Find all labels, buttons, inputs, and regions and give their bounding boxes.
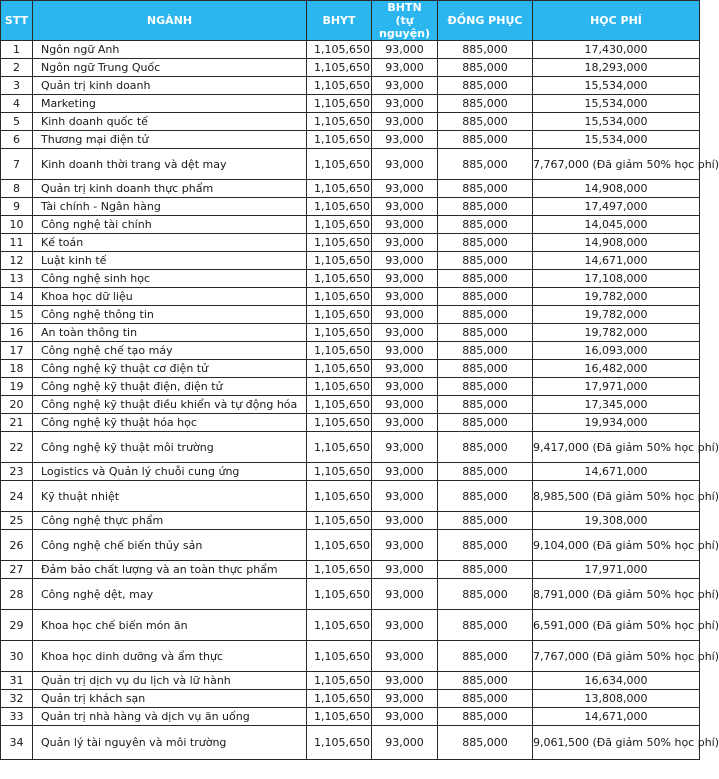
cell-stt: 6 xyxy=(1,131,33,149)
cell-dong-phuc: 885,000 xyxy=(438,690,533,708)
cell-bhyt: 1,105,650 xyxy=(307,481,372,512)
cell-stt: 14 xyxy=(1,288,33,306)
cell-hoc-phi: 17,971,000 xyxy=(533,561,700,579)
cell-nganh: Tài chính - Ngân hàng xyxy=(33,198,307,216)
cell-bhyt: 1,105,650 xyxy=(307,672,372,690)
cell-nganh: Công nghệ dệt, may xyxy=(33,579,307,610)
cell-nganh: Ngôn ngữ Anh xyxy=(33,41,307,59)
table-row xyxy=(1,41,700,59)
cell-nganh: Quản trị kinh doanh thực phẩm xyxy=(33,180,307,198)
cell-dong-phuc: 885,000 xyxy=(438,579,533,610)
cell-nganh: Kinh doanh thời trang và dệt may xyxy=(33,149,307,180)
cell-bhyt: 1,105,650 xyxy=(307,396,372,414)
cell-bhtn: 93,000 xyxy=(372,306,438,324)
table-row xyxy=(1,131,700,149)
table-row xyxy=(1,579,700,610)
cell-hoc-phi: 9,417,000 (Đã giảm 50% học phí) xyxy=(533,432,700,463)
cell-dong-phuc: 885,000 xyxy=(438,672,533,690)
cell-dong-phuc: 885,000 xyxy=(438,342,533,360)
cell-nganh: Công nghệ thông tin xyxy=(33,306,307,324)
table-row xyxy=(1,270,700,288)
cell-bhyt: 1,105,650 xyxy=(307,113,372,131)
cell-stt: 23 xyxy=(1,463,33,481)
cell-hoc-phi: 14,908,000 xyxy=(533,234,700,252)
cell-dong-phuc: 885,000 xyxy=(438,726,533,760)
table-row xyxy=(1,610,700,641)
cell-bhyt: 1,105,650 xyxy=(307,288,372,306)
cell-bhtn: 93,000 xyxy=(372,234,438,252)
cell-nganh: Công nghệ kỹ thuật cơ điện tử xyxy=(33,360,307,378)
cell-bhtn: 93,000 xyxy=(372,180,438,198)
cell-dong-phuc: 885,000 xyxy=(438,270,533,288)
table-row xyxy=(1,252,700,270)
cell-bhtn: 93,000 xyxy=(372,414,438,432)
cell-bhtn: 93,000 xyxy=(372,641,438,672)
cell-bhyt: 1,105,650 xyxy=(307,512,372,530)
cell-stt: 3 xyxy=(1,77,33,95)
table-row xyxy=(1,59,700,77)
cell-bhyt: 1,105,650 xyxy=(307,306,372,324)
cell-hoc-phi: 19,782,000 xyxy=(533,306,700,324)
cell-bhtn: 93,000 xyxy=(372,149,438,180)
table-row xyxy=(1,432,700,463)
cell-nganh: Công nghệ chế tạo máy xyxy=(33,342,307,360)
header-row xyxy=(1,1,700,41)
cell-bhyt: 1,105,650 xyxy=(307,180,372,198)
cell-stt: 20 xyxy=(1,396,33,414)
cell-bhyt: 1,105,650 xyxy=(307,234,372,252)
cell-bhyt: 1,105,650 xyxy=(307,708,372,726)
cell-dong-phuc: 885,000 xyxy=(438,561,533,579)
cell-stt: 28 xyxy=(1,579,33,610)
table-row xyxy=(1,463,700,481)
cell-dong-phuc: 885,000 xyxy=(438,708,533,726)
cell-bhyt: 1,105,650 xyxy=(307,342,372,360)
cell-bhtn: 93,000 xyxy=(372,463,438,481)
cell-stt: 13 xyxy=(1,270,33,288)
cell-bhtn: 93,000 xyxy=(372,610,438,641)
cell-nganh: Quản lý tài nguyên và môi trường xyxy=(33,726,307,760)
cell-bhtn: 93,000 xyxy=(372,481,438,512)
cell-dong-phuc: 885,000 xyxy=(438,95,533,113)
cell-stt: 16 xyxy=(1,324,33,342)
cell-nganh: Công nghệ kỹ thuật môi trường xyxy=(33,432,307,463)
header-bhtn xyxy=(372,1,438,41)
cell-nganh: Kế toán xyxy=(33,234,307,252)
cell-stt: 29 xyxy=(1,610,33,641)
cell-nganh: Đảm bảo chất lượng và an toàn thực phẩm xyxy=(33,561,307,579)
cell-bhyt: 1,105,650 xyxy=(307,77,372,95)
cell-dong-phuc: 885,000 xyxy=(438,41,533,59)
cell-stt: 5 xyxy=(1,113,33,131)
table-row xyxy=(1,690,700,708)
cell-bhtn: 93,000 xyxy=(372,396,438,414)
cell-hoc-phi: 15,534,000 xyxy=(533,113,700,131)
table-row xyxy=(1,378,700,396)
table-row xyxy=(1,113,700,131)
header-bhyt: BHYT xyxy=(307,1,372,41)
cell-bhtn: 93,000 xyxy=(372,690,438,708)
table-row xyxy=(1,530,700,561)
cell-dong-phuc: 885,000 xyxy=(438,59,533,77)
cell-bhyt: 1,105,650 xyxy=(307,149,372,180)
cell-nganh: Công nghệ thực phẩm xyxy=(33,512,307,530)
cell-hoc-phi: 18,293,000 xyxy=(533,59,700,77)
cell-stt: 32 xyxy=(1,690,33,708)
cell-dong-phuc: 885,000 xyxy=(438,463,533,481)
table-row xyxy=(1,641,700,672)
cell-bhyt: 1,105,650 xyxy=(307,726,372,760)
cell-nganh: Quản trị kinh doanh xyxy=(33,77,307,95)
cell-dong-phuc: 885,000 xyxy=(438,432,533,463)
cell-dong-phuc: 885,000 xyxy=(438,306,533,324)
cell-hoc-phi: 6,591,000 (Đã giảm 50% học phí) xyxy=(533,610,700,641)
cell-stt: 9 xyxy=(1,198,33,216)
cell-bhyt: 1,105,650 xyxy=(307,561,372,579)
table-row xyxy=(1,342,700,360)
cell-dong-phuc: 885,000 xyxy=(438,641,533,672)
cell-hoc-phi: 16,482,000 xyxy=(533,360,700,378)
cell-dong-phuc: 885,000 xyxy=(438,180,533,198)
cell-bhyt: 1,105,650 xyxy=(307,463,372,481)
cell-bhtn: 93,000 xyxy=(372,530,438,561)
cell-stt: 22 xyxy=(1,432,33,463)
cell-hoc-phi: 9,104,000 (Đã giảm 50% học phí) xyxy=(533,530,700,561)
table-row xyxy=(1,216,700,234)
cell-stt: 26 xyxy=(1,530,33,561)
table-row xyxy=(1,306,700,324)
cell-dong-phuc: 885,000 xyxy=(438,481,533,512)
table-row xyxy=(1,708,700,726)
cell-hoc-phi: 13,808,000 xyxy=(533,690,700,708)
table-row xyxy=(1,561,700,579)
cell-dong-phuc: 885,000 xyxy=(438,414,533,432)
cell-nganh: Công nghệ kỹ thuật hóa học xyxy=(33,414,307,432)
cell-dong-phuc: 885,000 xyxy=(438,149,533,180)
cell-stt: 4 xyxy=(1,95,33,113)
cell-hoc-phi: 17,345,000 xyxy=(533,396,700,414)
header-stt: STT xyxy=(1,1,33,41)
cell-bhtn: 93,000 xyxy=(372,270,438,288)
cell-bhtn: 93,000 xyxy=(372,59,438,77)
cell-dong-phuc: 885,000 xyxy=(438,512,533,530)
cell-nganh: Khoa học dữ liệu xyxy=(33,288,307,306)
header-bhtn-title: BHTN xyxy=(387,1,422,14)
cell-dong-phuc: 885,000 xyxy=(438,216,533,234)
cell-nganh: Quản trị dịch vụ du lịch và lữ hành xyxy=(33,672,307,690)
cell-hoc-phi: 19,782,000 xyxy=(533,324,700,342)
cell-bhtn: 93,000 xyxy=(372,561,438,579)
cell-hoc-phi: 7,767,000 (Đã giảm 50% học phí) xyxy=(533,641,700,672)
cell-hoc-phi: 17,430,000 xyxy=(533,41,700,59)
cell-nganh: Công nghệ kỹ thuật điện, điện tử xyxy=(33,378,307,396)
cell-stt: 17 xyxy=(1,342,33,360)
table-row xyxy=(1,180,700,198)
cell-hoc-phi: 14,045,000 xyxy=(533,216,700,234)
cell-bhyt: 1,105,650 xyxy=(307,252,372,270)
cell-bhtn: 93,000 xyxy=(372,198,438,216)
cell-bhyt: 1,105,650 xyxy=(307,414,372,432)
cell-dong-phuc: 885,000 xyxy=(438,610,533,641)
table-row xyxy=(1,396,700,414)
cell-hoc-phi: 19,308,000 xyxy=(533,512,700,530)
cell-bhyt: 1,105,650 xyxy=(307,641,372,672)
cell-dong-phuc: 885,000 xyxy=(438,77,533,95)
cell-hoc-phi: 17,108,000 xyxy=(533,270,700,288)
cell-dong-phuc: 885,000 xyxy=(438,396,533,414)
cell-stt: 8 xyxy=(1,180,33,198)
cell-bhyt: 1,105,650 xyxy=(307,59,372,77)
cell-hoc-phi: 16,634,000 xyxy=(533,672,700,690)
cell-nganh: Khoa học chế biến món ăn xyxy=(33,610,307,641)
cell-stt: 10 xyxy=(1,216,33,234)
header-bhtn-subtitle: (tự nguyện) xyxy=(378,14,431,40)
cell-bhtn: 93,000 xyxy=(372,672,438,690)
table-row xyxy=(1,288,700,306)
table-row xyxy=(1,360,700,378)
cell-bhtn: 93,000 xyxy=(372,288,438,306)
cell-dong-phuc: 885,000 xyxy=(438,198,533,216)
table-row xyxy=(1,234,700,252)
cell-bhtn: 93,000 xyxy=(372,512,438,530)
cell-bhtn: 93,000 xyxy=(372,342,438,360)
cell-hoc-phi: 17,971,000 xyxy=(533,378,700,396)
cell-hoc-phi: 15,534,000 xyxy=(533,95,700,113)
cell-bhyt: 1,105,650 xyxy=(307,41,372,59)
cell-nganh: Luật kinh tế xyxy=(33,252,307,270)
cell-stt: 2 xyxy=(1,59,33,77)
cell-stt: 27 xyxy=(1,561,33,579)
cell-hoc-phi: 19,782,000 xyxy=(533,288,700,306)
cell-bhyt: 1,105,650 xyxy=(307,360,372,378)
cell-bhtn: 93,000 xyxy=(372,360,438,378)
cell-stt: 7 xyxy=(1,149,33,180)
cell-nganh: Khoa học dinh dưỡng và ẩm thực xyxy=(33,641,307,672)
table-row xyxy=(1,198,700,216)
cell-bhyt: 1,105,650 xyxy=(307,610,372,641)
cell-bhtn: 93,000 xyxy=(372,41,438,59)
table-row xyxy=(1,414,700,432)
cell-bhtn: 93,000 xyxy=(372,432,438,463)
cell-bhyt: 1,105,650 xyxy=(307,530,372,561)
cell-stt: 30 xyxy=(1,641,33,672)
cell-nganh: Quản trị khách sạn xyxy=(33,690,307,708)
cell-stt: 15 xyxy=(1,306,33,324)
cell-bhyt: 1,105,650 xyxy=(307,432,372,463)
cell-bhtn: 93,000 xyxy=(372,378,438,396)
cell-stt: 25 xyxy=(1,512,33,530)
header-hoc-phi: HỌC PHÍ xyxy=(533,1,700,41)
cell-dong-phuc: 885,000 xyxy=(438,360,533,378)
cell-bhyt: 1,105,650 xyxy=(307,378,372,396)
cell-hoc-phi: 19,934,000 xyxy=(533,414,700,432)
cell-dong-phuc: 885,000 xyxy=(438,378,533,396)
header-nganh: NGÀNH xyxy=(33,1,307,41)
cell-bhyt: 1,105,650 xyxy=(307,198,372,216)
table-body xyxy=(1,41,719,760)
cell-hoc-phi: 8,985,500 (Đã giảm 50% học phí) xyxy=(533,481,700,512)
table-row xyxy=(1,672,700,690)
cell-nganh: Công nghệ kỹ thuật điều khiển và tự động hóa xyxy=(33,396,307,414)
cell-nganh: Công nghệ sinh học xyxy=(33,270,307,288)
cell-bhtn: 93,000 xyxy=(372,726,438,760)
cell-bhyt: 1,105,650 xyxy=(307,95,372,113)
cell-bhtn: 93,000 xyxy=(372,579,438,610)
cell-nganh: Công nghệ chế biến thủy sản xyxy=(33,530,307,561)
cell-bhtn: 93,000 xyxy=(372,131,438,149)
cell-hoc-phi: 9,061,500 (Đã giảm 50% học phí) xyxy=(533,726,700,760)
cell-nganh: Ngôn ngữ Trung Quốc xyxy=(33,59,307,77)
cell-stt: 1 xyxy=(1,41,33,59)
table-row xyxy=(1,95,700,113)
cell-bhtn: 93,000 xyxy=(372,95,438,113)
table-row xyxy=(1,77,700,95)
cell-bhtn: 93,000 xyxy=(372,216,438,234)
cell-stt: 19 xyxy=(1,378,33,396)
cell-nganh: Marketing xyxy=(33,95,307,113)
cell-dong-phuc: 885,000 xyxy=(438,252,533,270)
cell-hoc-phi: 14,671,000 xyxy=(533,463,700,481)
cell-bhyt: 1,105,650 xyxy=(307,690,372,708)
cell-bhyt: 1,105,650 xyxy=(307,216,372,234)
cell-stt: 34 xyxy=(1,726,33,760)
cell-bhyt: 1,105,650 xyxy=(307,131,372,149)
cell-stt: 18 xyxy=(1,360,33,378)
cell-bhyt: 1,105,650 xyxy=(307,270,372,288)
cell-nganh: Quản trị nhà hàng và dịch vụ ăn uống xyxy=(33,708,307,726)
cell-hoc-phi: 14,908,000 xyxy=(533,180,700,198)
header-dong-phuc: ĐỒNG PHỤC xyxy=(438,1,533,41)
cell-hoc-phi: 14,671,000 xyxy=(533,252,700,270)
table-row xyxy=(1,726,700,760)
cell-nganh: Công nghệ tài chính xyxy=(33,216,307,234)
cell-hoc-phi: 15,534,000 xyxy=(533,131,700,149)
cell-stt: 21 xyxy=(1,414,33,432)
cell-nganh: Logistics và Quản lý chuỗi cung ứng xyxy=(33,463,307,481)
cell-nganh: Kỹ thuật nhiệt xyxy=(33,481,307,512)
cell-bhtn: 93,000 xyxy=(372,77,438,95)
cell-dong-phuc: 885,000 xyxy=(438,288,533,306)
cell-bhtn: 93,000 xyxy=(372,708,438,726)
cell-stt: 31 xyxy=(1,672,33,690)
cell-hoc-phi: 17,497,000 xyxy=(533,198,700,216)
cell-hoc-phi: 8,791,000 (Đã giảm 50% học phí) xyxy=(533,579,700,610)
cell-stt: 11 xyxy=(1,234,33,252)
table-row xyxy=(1,481,700,512)
cell-stt: 24 xyxy=(1,481,33,512)
cell-dong-phuc: 885,000 xyxy=(438,530,533,561)
cell-dong-phuc: 885,000 xyxy=(438,324,533,342)
table-row xyxy=(1,512,700,530)
table-row xyxy=(1,149,700,180)
cell-hoc-phi: 7,767,000 (Đã giảm 50% học phí) xyxy=(533,149,700,180)
cell-hoc-phi: 14,671,000 xyxy=(533,708,700,726)
cell-bhyt: 1,105,650 xyxy=(307,579,372,610)
cell-bhtn: 93,000 xyxy=(372,324,438,342)
cell-dong-phuc: 885,000 xyxy=(438,131,533,149)
cell-bhtn: 93,000 xyxy=(372,113,438,131)
table-row xyxy=(1,324,700,342)
cell-hoc-phi: 15,534,000 xyxy=(533,77,700,95)
cell-dong-phuc: 885,000 xyxy=(438,113,533,131)
cell-stt: 12 xyxy=(1,252,33,270)
cell-bhtn: 93,000 xyxy=(372,252,438,270)
cell-hoc-phi: 16,093,000 xyxy=(533,342,700,360)
cell-bhyt: 1,105,650 xyxy=(307,324,372,342)
cell-nganh: Thương mại điện tử xyxy=(33,131,307,149)
cell-nganh: Kinh doanh quốc tế xyxy=(33,113,307,131)
cell-nganh: An toàn thông tin xyxy=(33,324,307,342)
cell-dong-phuc: 885,000 xyxy=(438,234,533,252)
cell-stt: 33 xyxy=(1,708,33,726)
